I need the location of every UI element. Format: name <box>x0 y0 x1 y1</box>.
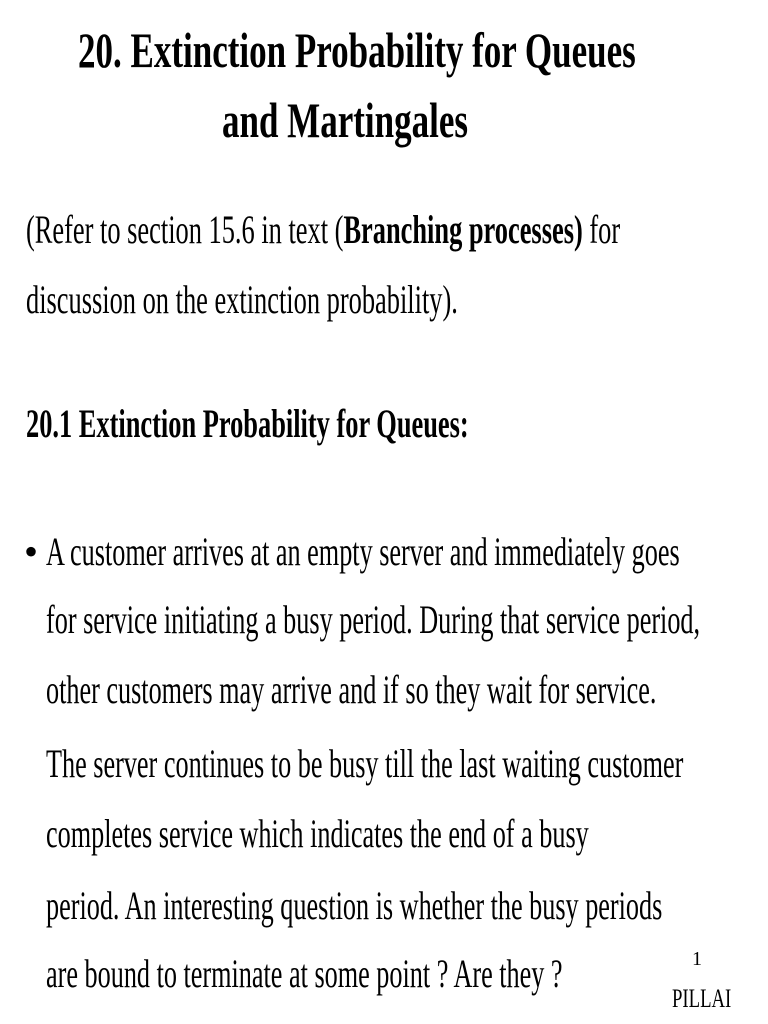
reference-line-2 <box>26 278 680 322</box>
bullet-line-2-text: for service initiating a busy period. During that service period, <box>46 597 701 642</box>
bullet-line-4-text: The server continues to be busy till the last waiting customer <box>46 741 684 786</box>
author-footer-text: PILLAI <box>672 984 732 1013</box>
slide-title-text-1: 20. Extinction Probability for Queues <box>78 22 636 78</box>
bullet-line-6-text: period. An interesting question is whether the busy periods <box>46 883 663 928</box>
bullet-line-3-text: other customers may arrive and if so they wait for service. <box>46 667 657 712</box>
bullet-line-7 <box>46 952 768 996</box>
bullet-line-7-text: are bound to terminate at some point ? Are they ? <box>46 951 563 996</box>
reference-line-1 <box>26 208 768 252</box>
reference-part-1: (Refer to section 15.6 in text ( <box>26 207 344 252</box>
reference-part-2: for <box>582 207 621 252</box>
bullet-marker: • <box>24 529 39 574</box>
slide-title-text-2: and Martingales <box>222 92 468 148</box>
reference-line-1-text <box>26 208 620 252</box>
bullet-line-4 <box>46 742 768 786</box>
section-heading-text: 20.1 Extinction Probability for Queues: <box>26 401 469 446</box>
bullet-line-6 <box>46 884 768 928</box>
bullet-line-2 <box>46 598 768 642</box>
slide-title-line-2 <box>222 92 573 148</box>
section-heading <box>26 402 697 446</box>
author-footer <box>672 984 754 1014</box>
bullet-line-5 <box>46 812 768 856</box>
reference-bold-text: Branching processes) <box>343 207 583 252</box>
bullet-line-3 <box>46 668 768 712</box>
bullet-line-1-text: A customer arrives at an empty server and immediately goes <box>46 529 680 574</box>
page-number: 1 <box>692 948 702 970</box>
bullet-line-1 <box>46 530 768 574</box>
bullet-line-5-text: completes service which indicates the end of a busy <box>46 811 589 856</box>
reference-line-2-text: discussion on the extinction probability). <box>26 277 458 322</box>
slide-title-line-1 <box>78 22 768 78</box>
